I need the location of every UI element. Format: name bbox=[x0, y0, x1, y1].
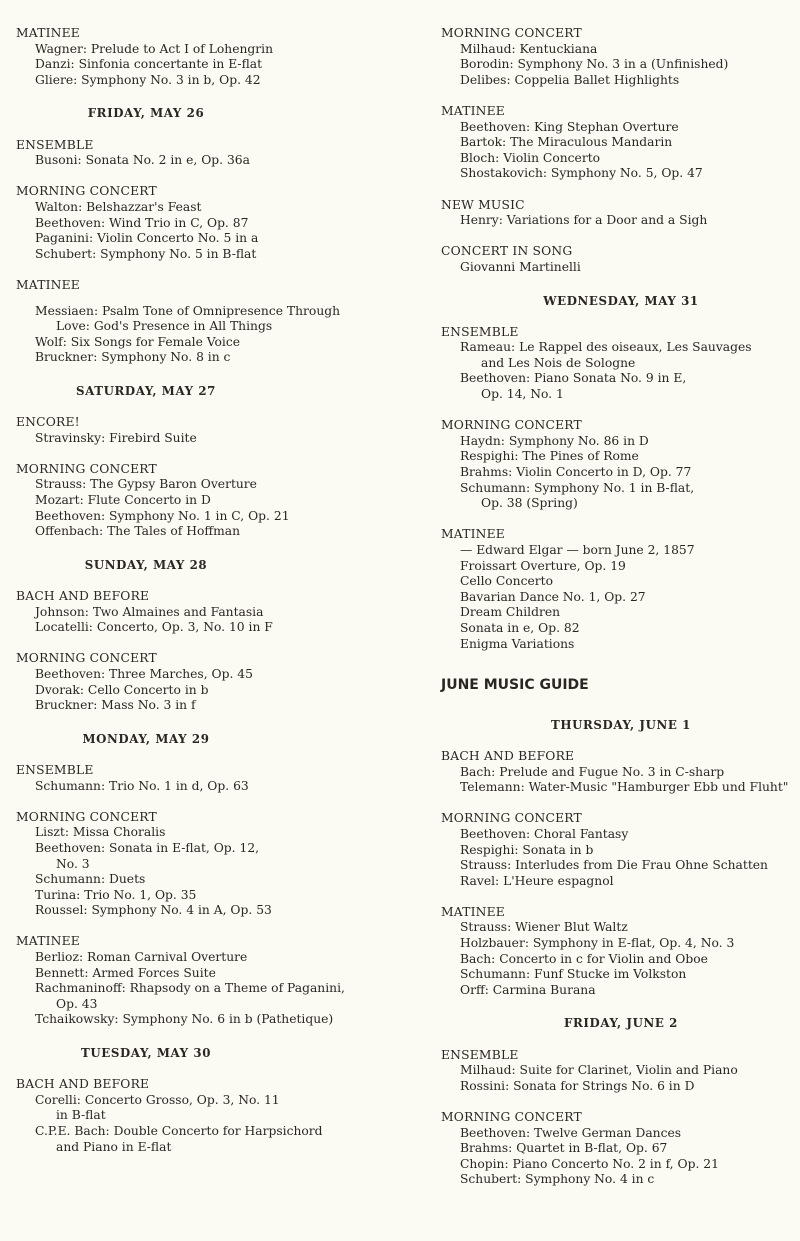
program-block-morning-concert bbox=[441, 1110, 799, 1188]
program-item: Rossini: Sonata for Strings No. 6 in D bbox=[460, 1078, 695, 1093]
day-heading-tuesday-may-30: TUESDAY, MAY 30 bbox=[80, 1046, 212, 1061]
program-item: Paganini: Violin Concerto No. 5 in a bbox=[35, 231, 259, 246]
program-block-bach-and-before bbox=[16, 1077, 416, 1155]
program-block-matinee bbox=[16, 934, 416, 1028]
program-item: Bloch: Violin Concerto bbox=[460, 150, 601, 165]
program-item: Berlioz: Roman Carnival Overture bbox=[35, 950, 248, 965]
program-block-ensemble bbox=[16, 763, 416, 794]
day-heading-friday-may-26: FRIDAY, MAY 26 bbox=[87, 106, 205, 121]
program-item: Shostakovich: Symphony No. 5, Op. 47 bbox=[460, 166, 703, 181]
program-item: Turina: Trio No. 1, Op. 35 bbox=[35, 887, 197, 902]
program-item: Messiaen: Psalm Tone of Omnipresence Through bbox=[35, 303, 341, 318]
program-item: Giovanni Martinelli bbox=[460, 259, 581, 274]
program-block-matinee bbox=[441, 104, 799, 182]
program-item: Beethoven: Wind Trio in C, Op. 87 bbox=[35, 215, 249, 230]
program-item: Bruckner: Symphony No. 8 in c bbox=[35, 350, 231, 365]
program-item: Cello Concerto bbox=[460, 574, 553, 589]
program-item: Rachmaninoff: Rhapsody on a Theme of Paganini, bbox=[35, 981, 345, 996]
program-category: BACH AND BEFORE bbox=[16, 1077, 150, 1092]
program-item: Henry: Variations for a Door and a Sigh bbox=[460, 213, 708, 228]
program-block-encore bbox=[16, 415, 416, 446]
program-block-morning-concert bbox=[16, 462, 416, 540]
program-item: Enigma Variations bbox=[460, 636, 575, 651]
program-item: Danzi: Sinfonia concertante in E-flat bbox=[35, 57, 263, 72]
program-item: Johnson: Two Almaines and Fantasia bbox=[35, 604, 264, 619]
program-item: Strauss: The Gypsy Baron Overture bbox=[35, 477, 257, 492]
program-block-new-music bbox=[441, 198, 799, 229]
program-item: Beethoven: Choral Fantasy bbox=[460, 826, 629, 841]
program-item-continuation: Op. 38 (Spring) bbox=[481, 496, 578, 511]
program-category: MORNING CONCERT bbox=[16, 461, 157, 476]
program-category: MORNING CONCERT bbox=[16, 184, 157, 199]
program-category: MATINEE bbox=[16, 934, 80, 949]
program-item: Beethoven: Twelve German Dances bbox=[460, 1125, 682, 1140]
program-item-continuation: Op. 43 bbox=[56, 996, 98, 1011]
program-block-matinee bbox=[441, 905, 799, 999]
program-block-morning-concert bbox=[441, 811, 799, 889]
program-item: Telemann: Water-Music "Hamburger Ebb und Fluht" bbox=[460, 780, 789, 795]
program-item: Orff: Carmina Burana bbox=[460, 982, 596, 997]
program-block-ensemble bbox=[16, 138, 416, 169]
day-heading-friday-june-2: FRIDAY, JUNE 2 bbox=[564, 1016, 678, 1031]
program-item: Stravinsky: Firebird Suite bbox=[35, 430, 197, 445]
program-block-bach-and-before bbox=[16, 589, 416, 636]
section-title: JUNE MUSIC GUIDE bbox=[441, 677, 589, 694]
program-block-ensemble bbox=[441, 1048, 799, 1095]
program-category: NEW MUSIC bbox=[441, 197, 525, 212]
program-item: Brahms: Violin Concerto in D, Op. 77 bbox=[460, 465, 692, 480]
day-heading-wednesday-may-31: WEDNESDAY, MAY 31 bbox=[543, 293, 699, 308]
program-item: Beethoven: Three Marches, Op. 45 bbox=[35, 666, 253, 681]
program-category: MATINEE bbox=[16, 277, 80, 292]
day-heading-thursday-june-1: THURSDAY, JUNE 1 bbox=[550, 717, 691, 732]
program-item-continuation: in B-flat bbox=[56, 1108, 106, 1123]
program-item: Chopin: Piano Concerto No. 2 in f, Op. 21 bbox=[460, 1156, 719, 1171]
program-item: Beethoven: Piano Sonata No. 9 in E, bbox=[460, 371, 687, 386]
program-category: MATINEE bbox=[16, 26, 80, 40]
program-item: Dream Children bbox=[460, 605, 561, 620]
program-item: Rameau: Le Rappel des oiseaux, Les Sauvages bbox=[460, 340, 752, 355]
program-item: Gliere: Symphony No. 3 in b, Op. 42 bbox=[35, 72, 261, 87]
day-heading-sunday-may-28: SUNDAY, MAY 28 bbox=[84, 557, 208, 572]
program-item: Ravel: L'Heure espagnol bbox=[460, 873, 614, 888]
program-item: Haydn: Symphony No. 86 in D bbox=[460, 433, 649, 448]
program-block-concert-in-song bbox=[441, 244, 799, 275]
program-category: MATINEE bbox=[441, 103, 505, 118]
program-item: Delibes: Coppelia Ballet Highlights bbox=[460, 72, 680, 87]
program-item: Roussel: Symphony No. 4 in A, Op. 53 bbox=[35, 903, 272, 918]
program-category: MORNING CONCERT bbox=[16, 809, 157, 824]
program-category: MORNING CONCERT bbox=[16, 651, 157, 666]
program-item-continuation: and Les Nois de Sologne bbox=[481, 355, 636, 370]
program-category: MORNING CONCERT bbox=[441, 811, 582, 826]
program-item: Respighi: Sonata in b bbox=[460, 842, 594, 857]
program-item: Schubert: Symphony No. 5 in B-flat bbox=[35, 246, 257, 261]
program-item: Beethoven: Sonata in E-flat, Op. 12, bbox=[35, 840, 260, 855]
program-item: Sonata in e, Op. 82 bbox=[460, 620, 580, 635]
program-item-continuation: Love: God's Presence in All Things bbox=[56, 319, 273, 334]
left-column bbox=[16, 26, 416, 1171]
program-item: Offenbach: The Tales of Hoffman bbox=[35, 524, 241, 539]
program-item: Milhaud: Kentuckiana bbox=[460, 41, 598, 56]
program-item: Bach: Prelude and Fugue No. 3 in C-sharp bbox=[460, 764, 725, 779]
program-item: Tchaikowsky: Symphony No. 6 in b (Pathetique) bbox=[35, 1012, 334, 1027]
program-block-morning-concert bbox=[16, 810, 416, 919]
program-category: MATINEE bbox=[441, 527, 505, 542]
program-category: MORNING CONCERT bbox=[441, 26, 582, 40]
program-item: Schumann: Trio No. 1 in d, Op. 63 bbox=[35, 778, 249, 793]
program-item: Wolf: Six Songs for Female Voice bbox=[35, 334, 241, 349]
program-category: MORNING CONCERT bbox=[441, 418, 582, 433]
program-item: Brahms: Quartet in B-flat, Op. 67 bbox=[460, 1141, 668, 1156]
program-item: Holzbauer: Symphony in E-flat, Op. 4, No. 3 bbox=[460, 936, 735, 951]
program-block-bach-and-before bbox=[441, 749, 799, 796]
program-item: Strauss: Wiener Blut Waltz bbox=[460, 920, 628, 935]
program-item: Bartok: The Miraculous Mandarin bbox=[460, 135, 673, 150]
program-block-ensemble bbox=[441, 325, 799, 403]
program-item: Bach: Concerto in c for Violin and Oboe bbox=[460, 951, 708, 966]
day-heading-saturday-may-27: SATURDAY, MAY 27 bbox=[76, 383, 216, 398]
program-item: Liszt: Missa Choralis bbox=[35, 825, 166, 840]
day-heading-monday-may-29: MONDAY, MAY 29 bbox=[82, 731, 210, 746]
program-block-matinee bbox=[441, 527, 799, 652]
program-category: ENCORE! bbox=[16, 415, 80, 430]
program-item: Schumann: Duets bbox=[35, 872, 146, 887]
program-item: Froissart Overture, Op. 19 bbox=[460, 558, 626, 573]
program-category: ENSEMBLE bbox=[16, 762, 94, 777]
program-category: ENSEMBLE bbox=[441, 324, 519, 339]
program-item: Walton: Belshazzar's Feast bbox=[35, 199, 202, 214]
program-block-morning-concert bbox=[16, 651, 416, 713]
right-column bbox=[441, 26, 799, 1204]
program-item: Schumann: Symphony No. 1 in B-flat, bbox=[460, 480, 695, 495]
program-category: ENSEMBLE bbox=[16, 137, 94, 152]
program-category: CONCERT IN SONG bbox=[441, 244, 573, 259]
program-item: Wagner: Prelude to Act I of Lohengrin bbox=[35, 41, 274, 56]
spacer bbox=[16, 294, 416, 304]
program-item: Schubert: Symphony No. 4 in c bbox=[460, 1172, 655, 1187]
program-category: ENSEMBLE bbox=[441, 1047, 519, 1062]
program-item: Strauss: Interludes from Die Frau Ohne Schatten bbox=[460, 858, 768, 873]
program-item: Corelli: Concerto Grosso, Op. 3, No. 11 bbox=[35, 1092, 280, 1107]
program-item: Beethoven: Symphony No. 1 in C, Op. 21 bbox=[35, 508, 290, 523]
program-item: Bavarian Dance No. 1, Op. 27 bbox=[460, 589, 646, 604]
program-item: Bennett: Armed Forces Suite bbox=[35, 965, 216, 980]
program-item: Busoni: Sonata No. 2 in e, Op. 36a bbox=[35, 153, 250, 168]
program-item: — Edward Elgar — born June 2, 1857 bbox=[460, 543, 695, 557]
program-item: Schumann: Funf Stucke im Volkston bbox=[460, 967, 687, 982]
program-category: BACH AND BEFORE bbox=[441, 748, 575, 763]
program-category: MORNING CONCERT bbox=[441, 1110, 582, 1124]
program-block-matinee bbox=[16, 26, 416, 88]
program-item-continuation: Op. 14, No. 1 bbox=[481, 387, 564, 402]
program-block-matinee bbox=[16, 278, 416, 366]
program-item: Bruckner: Mass No. 3 in f bbox=[35, 698, 196, 713]
program-item: Respighi: The Pines of Rome bbox=[460, 449, 639, 464]
program-item: Borodin: Symphony No. 3 in a (Unfinished) bbox=[460, 57, 729, 72]
program-block-morning-concert bbox=[441, 418, 799, 512]
program-category: BACH AND BEFORE bbox=[16, 589, 150, 603]
program-item: C.P.E. Bach: Double Concerto for Harpsichord bbox=[35, 1124, 323, 1138]
program-item: Beethoven: King Stephan Overture bbox=[460, 119, 679, 134]
program-item: Milhaud: Suite for Clarinet, Violin and Piano bbox=[460, 1063, 738, 1078]
program-item: Mozart: Flute Concerto in D bbox=[35, 493, 211, 508]
program-item-continuation: and Piano in E-flat bbox=[56, 1139, 172, 1154]
program-category: MATINEE bbox=[441, 904, 505, 919]
program-item: Locatelli: Concerto, Op. 3, No. 10 in F bbox=[35, 620, 273, 635]
program-item: Dvorak: Cello Concerto in b bbox=[35, 682, 209, 697]
program-block-morning-concert bbox=[16, 184, 416, 262]
program-block-morning-concert bbox=[441, 26, 799, 88]
program-item-continuation: No. 3 bbox=[56, 856, 90, 871]
